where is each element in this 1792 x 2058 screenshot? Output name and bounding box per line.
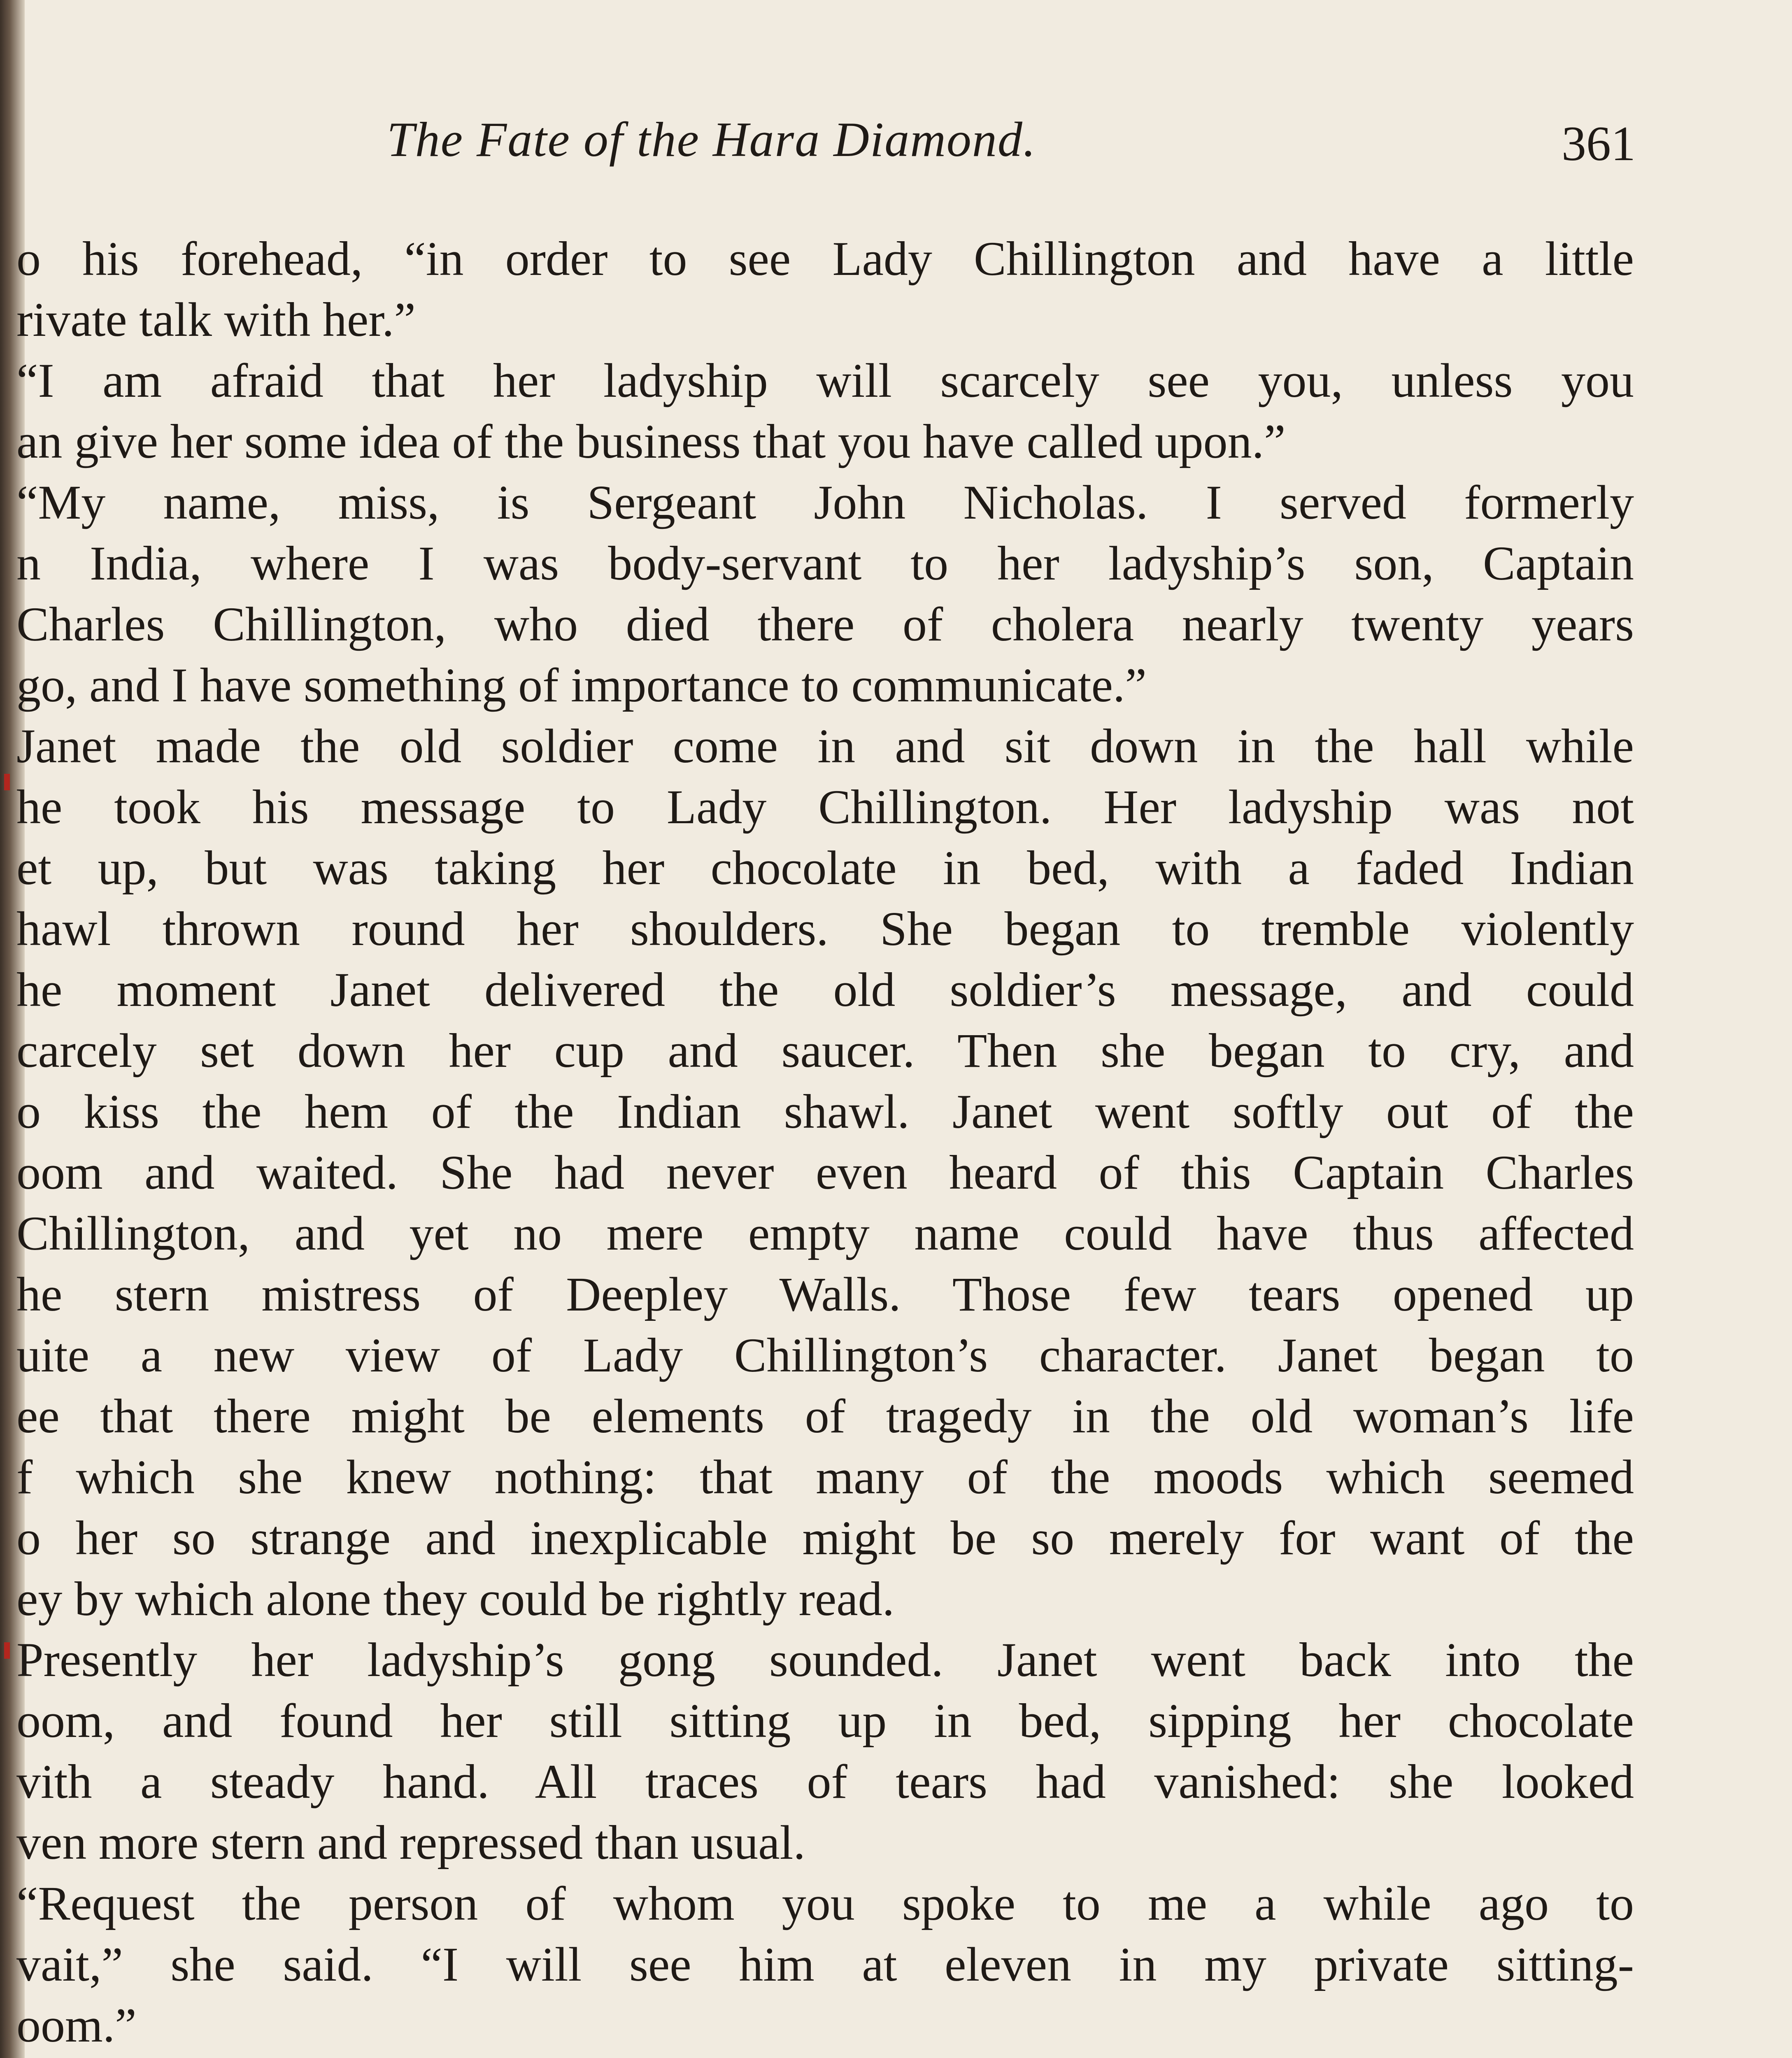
text-line: “My name, miss, is Sergeant John Nicholas. I served formerly xyxy=(16,475,1634,529)
text-line: he stern mistress of Deepley Walls. Those few tears opened up xyxy=(16,1267,1634,1321)
text-line: vait,” she said. “I will see him at eleven in my private sitting- xyxy=(16,1937,1634,1991)
text-line: “Request the person of whom you spoke to me a while ago to xyxy=(16,1876,1634,1930)
text-line: ey by which alone they could be rightly read. xyxy=(16,1572,895,1626)
text-line: Chillington, and yet no mere empty name could have thus affected xyxy=(16,1206,1634,1260)
text-line: rivate talk with her.” xyxy=(16,293,416,347)
text-line: Janet made the old soldier come in and sit down in the hall while xyxy=(16,719,1634,773)
text-line: oom, and found her still sitting up in bed, sipping her chocolate xyxy=(16,1694,1634,1748)
running-title: The Fate of the Hara Diamond. xyxy=(387,112,1036,167)
text-line: f which she knew nothing: that many of the moods which seemed xyxy=(16,1450,1634,1504)
text-line: ven more stern and repressed than usual. xyxy=(16,1816,805,1869)
page-number: 361 xyxy=(1562,116,1636,171)
text-line: o her so strange and inexplicable might be so merely for want of the xyxy=(16,1511,1634,1565)
text-line: hawl thrown round her shoulders. She began to tremble violently xyxy=(16,902,1634,956)
red-margin-mark xyxy=(4,1642,10,1659)
text-line: ee that there might be elements of tragedy in the old woman’s life xyxy=(16,1389,1634,1443)
text-line: vith a steady hand. All traces of tears had vanished: she looked xyxy=(16,1755,1634,1809)
text-line xyxy=(16,2056,1634,2058)
text-line: n India, where I was body-servant to her ladyship’s son, Captain xyxy=(16,536,1634,590)
text-line: carcely set down her cup and saucer. Then she began to cry, and xyxy=(16,1024,1634,1078)
text-line: o his forehead, “in order to see Lady Chillington and have a little xyxy=(16,232,1634,286)
text-line: oom.” xyxy=(16,1998,137,2052)
text-line: an give her some idea of the business that you have called upon.” xyxy=(16,414,1286,468)
body-text xyxy=(16,228,1634,2058)
text-line: “I am afraid that her ladyship will scarcely see you, unless you xyxy=(16,354,1634,407)
text-line: Charles Chillington, who died there of cholera nearly twenty years xyxy=(16,597,1634,651)
text-line: oom and waited. She had never even heard of this Captain Charles xyxy=(16,1145,1634,1199)
text-line: go, and I have something of importance to communicate.” xyxy=(16,658,1147,712)
text-line: et up, but was taking her chocolate in bed, with a faded Indian xyxy=(16,841,1634,895)
red-margin-mark xyxy=(4,774,10,790)
text-line: he took his message to Lady Chillington. Her ladyship was not xyxy=(16,780,1634,834)
text-line: Presently her ladyship’s gong sounded. Janet went back into the xyxy=(16,1633,1634,1687)
text-line: uite a new view of Lady Chillington’s character. Janet began to xyxy=(16,1328,1634,1382)
running-header xyxy=(25,111,1792,173)
text-line: he moment Janet delivered the old soldier’s message, and could xyxy=(16,963,1634,1017)
text-line: o kiss the hem of the Indian shawl. Janet went softly out of the xyxy=(16,1085,1634,1138)
